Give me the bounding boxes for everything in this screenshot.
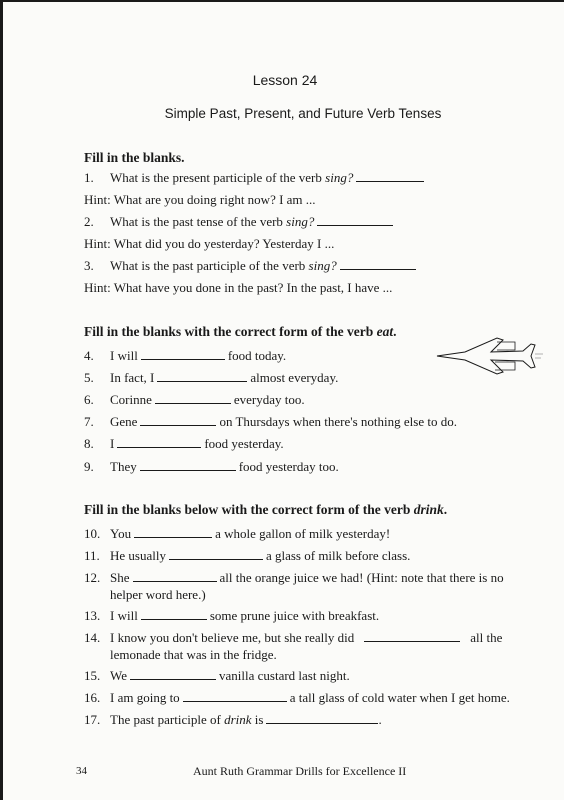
lesson-subtitle: Simple Past, Present, and Future Verb Tenses	[164, 106, 442, 121]
answer-blank-15[interactable]	[130, 669, 216, 680]
answer-blank-6[interactable]	[155, 393, 231, 404]
section-1-heading: Fill in the blanks.	[84, 150, 185, 165]
answer-blank-16[interactable]	[183, 691, 287, 702]
answer-blank-5[interactable]	[157, 371, 247, 382]
question-9: 9. They food yesterday too.	[84, 459, 339, 474]
answer-blank-14[interactable]	[364, 631, 460, 642]
hint-2: Hint: What did you do yesterday? Yesterday I ...	[84, 236, 335, 251]
answer-blank-1[interactable]	[356, 171, 424, 182]
question-2: 2. What is the past tense of the verb sing?	[84, 214, 396, 230]
section-2-heading: Fill in the blanks with the correct form of the verb eat.	[84, 324, 397, 339]
question-1: 1. What is the present participle of the verb sing?	[84, 170, 427, 186]
answer-blank-7[interactable]	[140, 415, 216, 426]
page-number: 34	[76, 765, 87, 777]
airplane-icon	[435, 332, 545, 380]
hint-3: Hint: What have you done in the past? In the past, I have ...	[84, 280, 393, 295]
answer-blank-8[interactable]	[117, 437, 201, 448]
answer-blank-2[interactable]	[317, 215, 393, 226]
question-14: 14. I know you don't believe me, but she really did all the	[84, 630, 503, 645]
question-7: 7. Gene on Thursdays when there's nothing else to do.	[84, 414, 457, 429]
question-4: 4. I will food today.	[84, 348, 287, 363]
answer-blank-3[interactable]	[340, 259, 416, 270]
question-10: 10. You a whole gallon of milk yesterday!	[84, 526, 391, 541]
answer-blank-9[interactable]	[140, 460, 236, 471]
answer-blank-10[interactable]	[134, 527, 212, 538]
lesson-title: Lesson 24	[252, 72, 318, 88]
question-16: 16. I am going to a tall glass of cold water when I get home.	[84, 690, 510, 705]
question-13: 13. I will some prune juice with breakfast.	[84, 608, 380, 623]
question-17: 17. The past participle of drink is .	[84, 712, 382, 727]
question-11: 11. He usually a glass of milk before class.	[84, 548, 411, 563]
question-5: 5. In fact, I almost everyday.	[84, 370, 339, 385]
answer-blank-11[interactable]	[169, 549, 263, 560]
answer-blank-13[interactable]	[141, 609, 207, 620]
book-title-footer: Aunt Ruth Grammar Drills for Excellence II	[193, 764, 407, 778]
question-12-continued: helper word here.)	[110, 587, 206, 602]
section-3-heading: Fill in the blanks below with the correct form of the verb drink.	[84, 502, 448, 517]
answer-blank-17[interactable]	[266, 713, 378, 724]
answer-blank-12[interactable]	[133, 571, 217, 582]
question-15: 15. We vanilla custard last night.	[84, 668, 350, 683]
question-8: 8. I food yesterday.	[84, 436, 284, 451]
question-12: 12. She all the orange juice we had! (Hint: note that there is no	[84, 570, 504, 585]
question-6: 6. Corinne everyday too.	[84, 392, 305, 407]
answer-blank-4[interactable]	[141, 349, 225, 360]
hint-1: Hint: What are you doing right now? I am ...	[84, 192, 316, 207]
question-14-continued: lemonade that was in the fridge.	[110, 647, 277, 662]
question-3: 3. What is the past participle of the verb sing?	[84, 258, 419, 274]
